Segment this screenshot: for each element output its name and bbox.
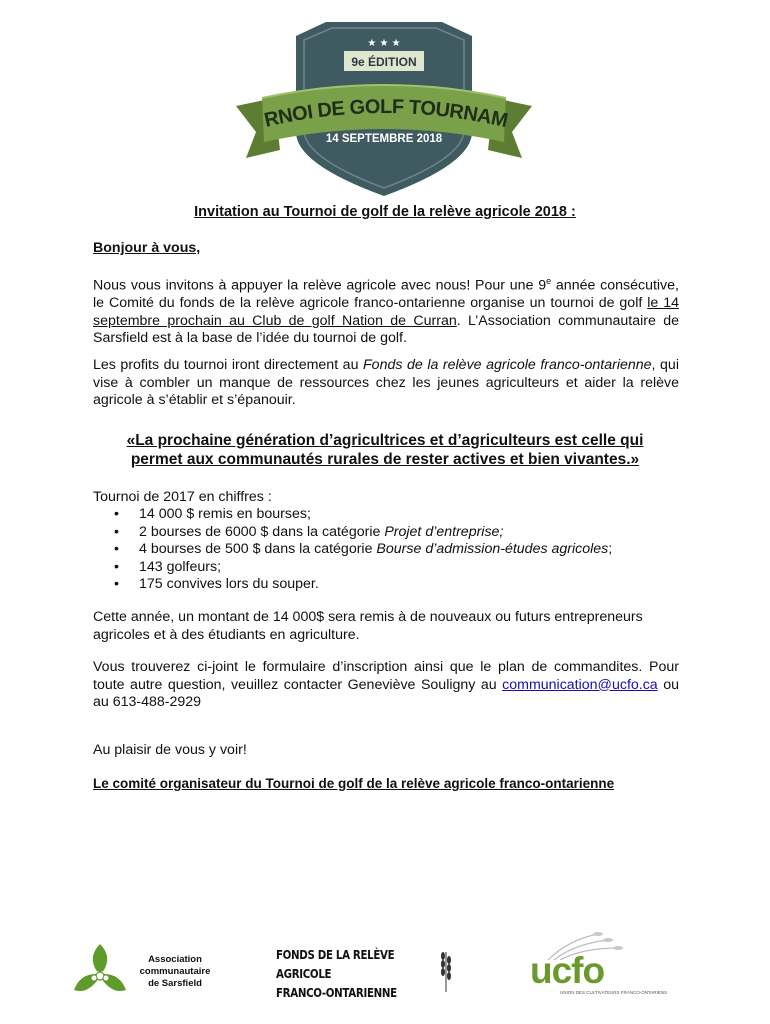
edition-label: 9e ÉDITION <box>351 55 417 69</box>
greeting: Bonjour à vous, <box>93 240 201 256</box>
email-link[interactable]: communication@ucfo.ca <box>502 676 658 693</box>
ucfo-logo <box>524 930 668 1002</box>
wheat-icon <box>438 946 454 994</box>
event-date-venue: le 14 septembre prochain au Club de golf Nation de Curran <box>93 295 679 329</box>
list-item: • 143 golfeurs; <box>112 559 672 577</box>
paragraph-invitation: Nous vous invitons à appuyer la relève agricole avec nous! Pour une 9e année consécutive, le Comité du fonds de la relève agricole franco-ontarienne organise un tournoi de golf le 14 septembre prochain au Club de golf Nation de Curran. L’Association communautaire de Sarsfield est à la base de l’idée du tournoi de golf. <box>93 276 680 347</box>
signature: Le comité organisateur du Tournoi de golf de la relève agricole franco-ontarienne <box>93 776 615 791</box>
paragraph-contact: Vous trouverez ci-joint le formulaire d’inscription ainsi que le plan de commandites. Pour toute autre question, veuillez contacter Geneviève Souligny au communication@ucfo.ca ou au 613-488-2929 <box>93 659 679 710</box>
closing-line: Au plaisir de vous y voir! <box>93 742 247 758</box>
document-title: Invitation au Tournoi de golf de la relève agricole 2018 : <box>194 204 576 220</box>
list-item: • 175 convives lors du souper. <box>112 576 672 594</box>
paragraph-profits: Les profits du tournoi iront directement au Fonds de la relève agricole franco-ontarienne, qui vise à combler un manque de ressources chez les jeunes agriculteurs et aider la relève agricole à s’établir et s’épanouir. <box>93 357 679 408</box>
banner-text: RNOI DE GOLF TOURNAM <box>262 95 510 133</box>
stats-heading: Tournoi de 2017 en chiffres : <box>93 489 272 505</box>
fund-name: Fonds de la relève agricole franco-ontarienne <box>363 357 652 373</box>
list-item: • 2 bourses de 6000 $ dans la catégorie Projet d’entreprise; <box>112 524 672 542</box>
trillium-icon <box>70 940 130 1000</box>
ucfo-subtitle: UNION DES CULTIVATEURS FRANCO-ONTARIENS <box>560 990 668 995</box>
stats-list <box>112 506 672 594</box>
list-item: • 14 000 $ remis en bourses; <box>112 506 672 524</box>
sarsfield-logo <box>70 940 240 1000</box>
association-name: Association communautaire de Sarsfield <box>139 954 211 989</box>
quote: «La prochaine génération d’agricultrices et d’agriculteurs est celle qui permet aux communautés rurales de rester actives et bien vivantes.» <box>126 432 644 468</box>
paragraph-amount: Cette année, un montant de 14 000$ sera remis à de nouveaux ou futurs entrepreneurs agricoles et à des étudiants en agriculture. <box>93 609 643 643</box>
golf-tournament-badge <box>234 14 534 200</box>
date-label: 14 SEPTEMBRE 2018 <box>325 133 443 145</box>
ucfo-wordmark: ucfo <box>530 950 605 991</box>
fonds-logo-text: FONDS DE LA RELÈVE AGRICOLE FRANCO-ONTARIENNE <box>276 947 397 1000</box>
list-item: • 4 bourses de 500 $ dans la catégorie Bourse d’admission-études agricoles; <box>112 541 672 559</box>
tournament-logo <box>234 14 534 200</box>
stars-icon: ★ ★ ★ <box>367 38 401 49</box>
